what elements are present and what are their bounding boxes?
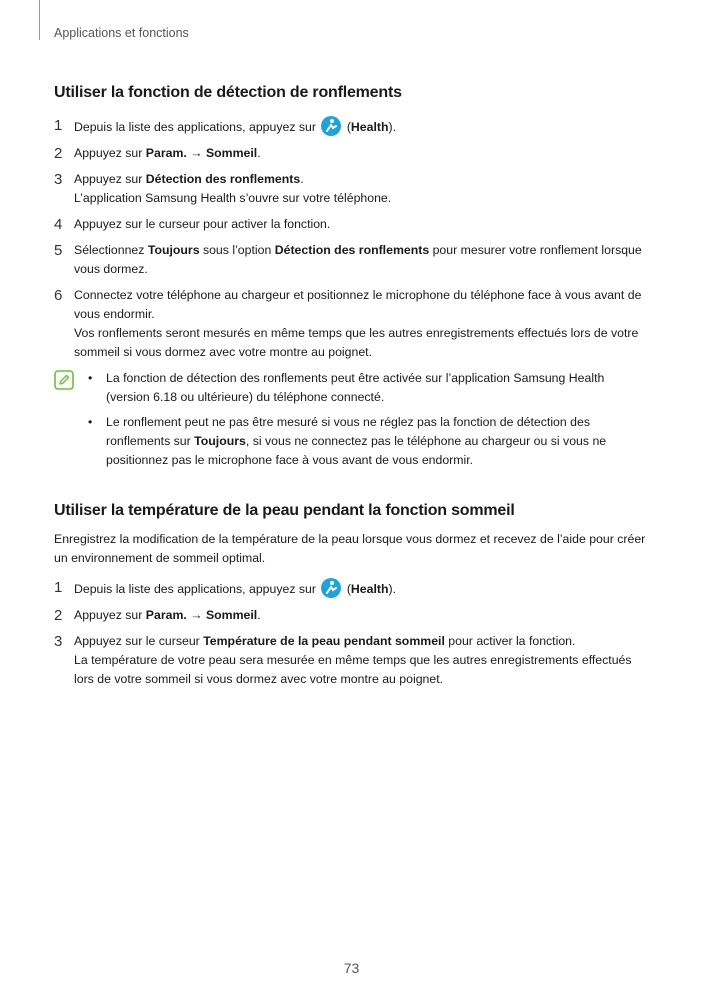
- step-number: 6: [54, 287, 63, 304]
- step-number: 1: [54, 117, 63, 134]
- step-number: 2: [54, 145, 63, 162]
- section-title: Utiliser la température de la peau pendant la fonction sommeil: [54, 502, 515, 519]
- step-subtext: L’application Samsung Health s’ouvre sur votre téléphone.: [74, 191, 392, 205]
- step-number: 3: [54, 633, 63, 650]
- step-text: Appuyez sur Param. → Sommeil.: [74, 146, 261, 160]
- step: [54, 606, 650, 625]
- step-text: Appuyez sur le curseur Température de la peau pendant sommeil pour activer la fonction. La température de votre peau sera mesurée en même temps que les autres enregistrements effectués lors de votre sommeil si vous dormez avec votre montre au poignet.: [74, 632, 650, 689]
- step-number: 3: [54, 171, 63, 188]
- step: [54, 144, 650, 163]
- step-text: Connectez votre téléphone au chargeur et positionnez le microphone du téléphone face à vous avant de vous endormir. Vos ronflements seront mesurés en même temps que les autres enregistrements effectués lors de votre sommeil si vous dormez avec votre montre au poignet.: [74, 286, 650, 362]
- bullet: •: [88, 371, 93, 385]
- step: [54, 215, 650, 234]
- note-pencil-icon: [54, 370, 74, 390]
- step: [54, 241, 650, 279]
- step-number: 2: [54, 607, 63, 624]
- page-content: [54, 82, 650, 696]
- bullet: •: [88, 415, 93, 429]
- step-text: Sélectionnez Toujours sous l’option Détection des ronflements pour mesurer votre ronflement lorsque vous dormez.: [74, 243, 642, 276]
- section-intro: Enregistrez la modification de la température de la peau lorsque vous dormez et recevez de l’aide pour créer un environnement de sommeil optimal.: [54, 532, 646, 565]
- step-text: Appuyez sur Param. → Sommeil.: [74, 608, 261, 622]
- step-text: Appuyez sur le curseur pour activer la fonction.: [74, 217, 331, 231]
- section-skin-temperature: [54, 500, 650, 689]
- step: [54, 170, 650, 208]
- step: [54, 286, 650, 362]
- page-number: 73: [343, 960, 360, 976]
- running-header: Applications et fonctions: [54, 26, 189, 40]
- section-snore-detection: [54, 82, 650, 476]
- section-title: Utiliser la fonction de détection de ronflements: [54, 84, 402, 101]
- note-box: [54, 369, 650, 476]
- note-list: [88, 369, 650, 476]
- samsung-health-icon: [321, 578, 341, 598]
- note-item: • La fonction de détection des ronflements peut être activée sur l’application Samsung Health (version 6.18 ou ultérieure) du téléphone connecté.: [88, 369, 650, 407]
- step-number: 4: [54, 216, 63, 233]
- samsung-health-icon: [321, 116, 341, 136]
- header-divider: [39, 0, 40, 40]
- step-text: Depuis la liste des applications, appuyez sur (Health).: [74, 116, 650, 137]
- step-text: Appuyez sur Détection des ronflements. L’application Samsung Health s’ouvre sur votre téléphone.: [74, 170, 650, 208]
- step-subtext: Vos ronflements seront mesurés en même temps que les autres enregistrements effectués lors de votre sommeil si vous dormez avec votre montre au poignet.: [74, 326, 639, 359]
- step-number: 5: [54, 242, 63, 259]
- note-item: • Le ronflement peut ne pas être mesuré si vous ne réglez pas la fonction de détection des ronflements sur Toujours, si vous ne connectez pas le téléphone au chargeur ou si vous ne positionnez pas le microphone face à vous avant de vous endormir.: [88, 413, 650, 470]
- step: [54, 116, 650, 137]
- step-text: Depuis la liste des applications, appuyez sur (Health).: [74, 578, 650, 599]
- step-number: 1: [54, 579, 63, 596]
- step: [54, 632, 650, 689]
- step-subtext: La température de votre peau sera mesurée en même temps que les autres enregistrements effectués lors de votre sommeil si vous dormez avec votre montre au poignet.: [74, 653, 632, 686]
- step: [54, 578, 650, 599]
